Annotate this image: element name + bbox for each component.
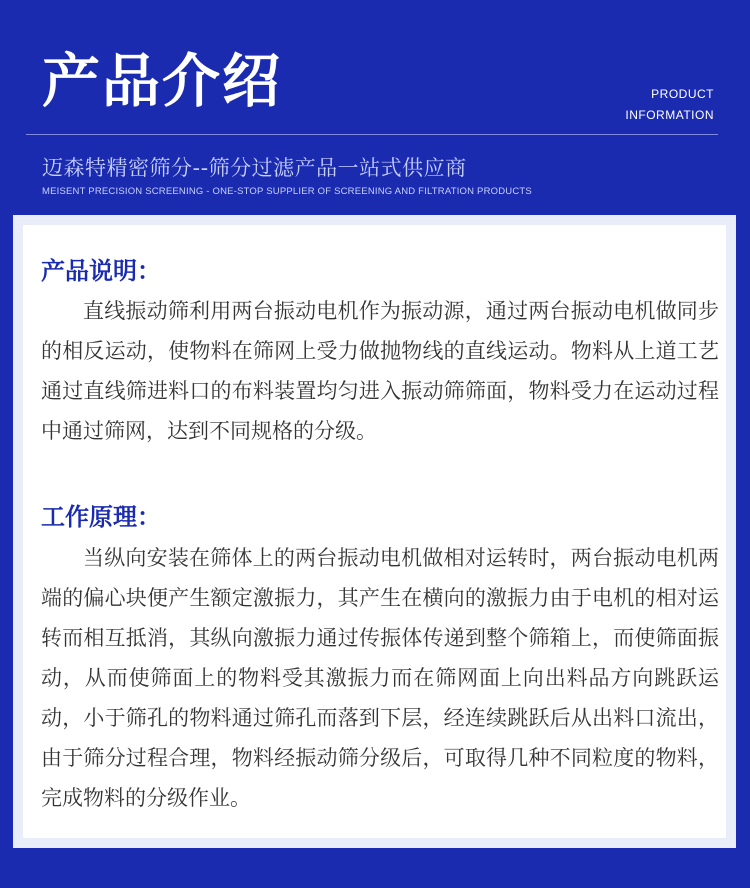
section-body-principle: 当纵向安装在筛体上的两台振动电机做相对运转时，两台振动电机两端的偏心块便产生额定激振力，其产生在横向的激振力由于电机的相对运转而相互抵消，其纵向激振力通过传振体传递到整个筛箱上，而使筛面振动，从而使筛面上的物料受其激振力而在筛网面上向出料品方向跳跃运动，小于筛孔的物料通过筛孔而落到下层，经连续跳跃后从出料口流出，由于筛分过程合理，物料经振动筛分级后，可取得几种不同粒度的物料，完成物料的分级作业。	[41, 546, 719, 810]
content-card	[23, 225, 726, 838]
subtitle-english: MEISENT PRECISION SCREENING - ONE-STOP SUPPLIER OF SCREENING AND FILTRATION PRODUCTS	[42, 186, 532, 197]
subtitle-chinese: 迈森特精密筛分--筛分过滤产品一站式供应商	[42, 156, 467, 180]
title-english-line2: INFORMATION	[625, 108, 714, 122]
page-title: 产品介绍	[42, 47, 283, 115]
header-divider	[26, 134, 718, 135]
section-heading-description: 产品说明：	[41, 257, 161, 285]
title-english-line1: PRODUCT	[651, 87, 714, 101]
title-english	[625, 84, 714, 126]
page-header	[0, 0, 750, 215]
section-heading-principle: 工作原理：	[41, 503, 161, 531]
section-body-description: 直线振动筛利用两台振动电机作为振动源，通过两台振动电机做同步的相反运动，使物料在筛网上受力做抛物线的直线运动。物料从上道工艺通过直线筛进料口的布料装置均匀进入振动筛筛面，物料受力在运动过程中通过筛网，达到不同规格的分级。	[41, 299, 719, 443]
